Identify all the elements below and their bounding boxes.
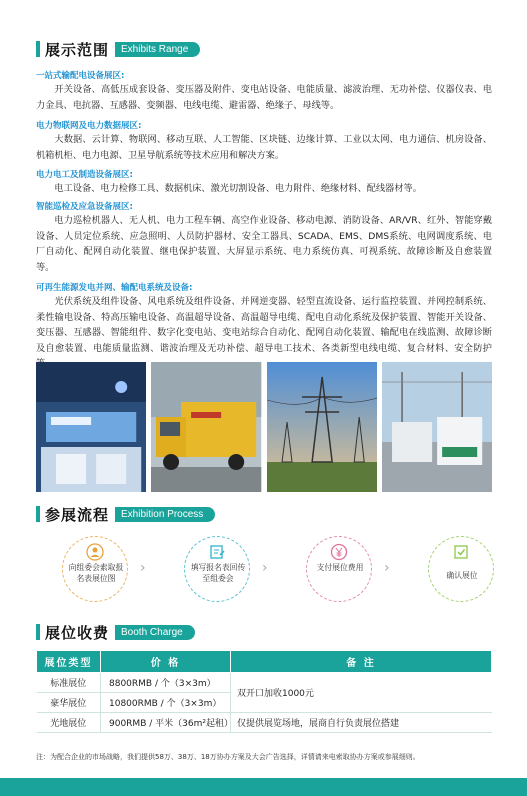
exhibits-section-header xyxy=(36,38,200,60)
process-steps xyxy=(36,530,496,610)
exhibition-booth-photo xyxy=(36,362,146,492)
chevron-right-icon: › xyxy=(384,560,390,576)
header-note: 备 注 xyxy=(231,651,492,673)
category-title: 智能巡检及应急设备展区: xyxy=(36,202,133,212)
process-subtitle: Exhibition Process xyxy=(115,507,215,522)
emergency-power-truck-photo xyxy=(151,362,261,492)
person-icon xyxy=(86,543,104,561)
booth-note-cell: 仅提供展览场地，展商自行负责展位搭建 xyxy=(231,713,492,733)
section-marker xyxy=(36,41,40,57)
header-booth-type: 展位类型 xyxy=(37,651,101,673)
booth-price-cell: 900RMB / 平米（36m²起租） xyxy=(101,713,231,733)
step-number: 1 xyxy=(36,528,77,608)
exhibits-subtitle: Exhibits Range xyxy=(115,42,200,57)
section-marker xyxy=(36,506,40,522)
category-title: 可再生能源发电并网、输配电系统及设备: xyxy=(36,283,193,293)
process-title: 参展流程 xyxy=(45,505,110,524)
process-section-header xyxy=(36,503,215,525)
chevron-right-icon: › xyxy=(262,560,268,576)
footer-band xyxy=(0,778,527,796)
transmission-tower-photo xyxy=(267,362,377,492)
process-step-2 xyxy=(158,530,266,610)
step-number: 2 xyxy=(158,528,199,608)
booth-type-cell: 光地展位 xyxy=(37,713,101,733)
booth-type-cell: 豪华展位 xyxy=(37,693,101,713)
process-step-3 xyxy=(280,530,388,610)
booth-section-header xyxy=(36,621,195,643)
yuan-coin-icon xyxy=(330,543,348,561)
chevron-right-icon: › xyxy=(140,560,146,576)
step-label: 支付展位费用 xyxy=(316,563,364,572)
table-row xyxy=(37,673,492,693)
booth-price-cell: 10800RMB / 个（3×3m） xyxy=(101,693,231,713)
table-header-row xyxy=(37,651,492,673)
booth-type-cell: 标准展位 xyxy=(37,673,101,693)
step-number: 4 xyxy=(402,528,443,608)
booth-price-table xyxy=(36,650,492,733)
step-number: 3 xyxy=(280,528,321,608)
category-title: 电力电工及制造设备展区: xyxy=(36,170,133,180)
table-row xyxy=(37,713,492,733)
category-title: 一站式输配电设备展区: xyxy=(36,71,125,81)
footnote: 注：为配合企业的市场战略，我们提供58万、38万、18万协办方案及大会广告选择，详情请来电索取协办方案或参展细则。 xyxy=(36,753,420,761)
booth-price-cell: 8800RMB / 个（3×3m） xyxy=(101,673,231,693)
header-price: 价 格 xyxy=(101,651,231,673)
substation-equipment-photo xyxy=(382,362,492,492)
step-label: 确认展位 xyxy=(446,571,478,580)
booth-title: 展位收费 xyxy=(45,623,110,642)
category-text: 光伏系统及组件设备、风电系统及组件设备、并网逆变器、轻型直流设备、运行监控装置、并网控制系统、柔性输电设备、特高压输电设备、高温超导设备、高温超导电缆、配电自动化系统及保护装置、智能开关设备、变压器、互感器、智能组件、数字化变电站、变电站综合自动化、配网自动化装置、输配电在线监测、故障诊断及自愈装置、电能质量监测、谐波治理及无功补偿、超导电工技术、各类新型电线电缆、复合材料、安全防护 xyxy=(36,296,492,354)
process-step-1 xyxy=(36,530,144,610)
step-label: 向组委会索取报名表展位图 xyxy=(68,563,124,583)
category-text: 电力巡检机器人、无人机、电力工程车辆、高空作业设备、移动电源、消防设备、AR/VR、红外、智能穿戴设备、人员定位系统、应急照明、人员防护器材、安全工器具、SCADA、EMS、DMS系统、电网调度系统、电厂自动化、配网自动化装置、继电保护装置、大屏显示系统、电力系统仿真、可视系统、故障诊断及自愈装置等。 xyxy=(36,215,492,273)
booth-note-cell: 双开口加收1000元 xyxy=(231,673,492,713)
booth-subtitle: Booth Charge xyxy=(115,625,195,640)
checklist-icon xyxy=(452,543,470,561)
process-step-4 xyxy=(402,530,510,610)
photo-strip xyxy=(36,362,492,492)
step-label: 填写报名表回传至组委会 xyxy=(190,563,246,583)
category-text: 开关设备、高低压成套设备、变压器及附件、变电站设备、电能质量、滤波治理、无功补偿、仪器仪表、电力金具、电抗器、互感器、变频器、电线电缆、避雷器、绝缘子、母线等。 xyxy=(36,84,492,111)
category-text: 电工设备、电力检修工具、数据机床、激光切割设备、电力附件、绝缘材料、配线器材等。 xyxy=(54,183,422,194)
category-title: 电力物联网及电力数据展区: xyxy=(36,121,142,131)
category-text: 大数据、云计算、物联网、移动互联、人工智能、区块链、边缘计算、工业以太网、电力通信、机房设备、机箱机柜、电力电源、卫星导航系统等技术应用和解决方案。 xyxy=(36,134,492,161)
section-marker xyxy=(36,624,40,640)
edit-form-icon xyxy=(208,543,226,561)
exhibits-title: 展示范围 xyxy=(45,40,110,59)
